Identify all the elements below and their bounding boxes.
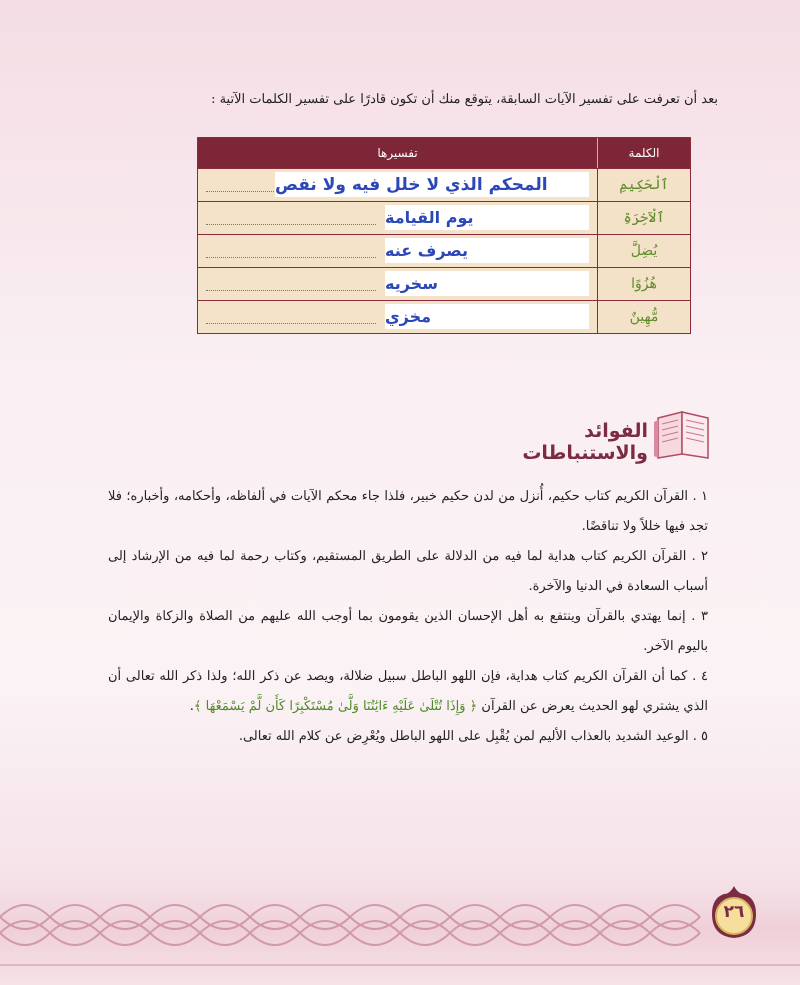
page-number-badge	[708, 884, 760, 940]
list-item	[108, 662, 708, 722]
answer-dotted-line	[206, 257, 376, 258]
item-text: القرآن الكريم كتاب هداية لما فيه من الدلالة على الطريق المستقيم، وكتاب رحمة لما فيه من الإرشاد إلى أسباب السعادة في الدنيا والآخرة.	[108, 549, 708, 594]
answer-dotted-line	[206, 224, 376, 225]
word-cell: هُزُوًا	[597, 268, 690, 300]
vocabulary-table	[197, 137, 691, 334]
word-cell: ٱلْآخِرَةِ	[597, 202, 690, 234]
intro-instruction: بعد أن تعرفت على تفسير الآيات السابقة، يتوقع منك أن تكون قادرًا على تفسير الكلمات الآتية :	[211, 92, 718, 107]
list-item	[108, 542, 708, 602]
list-item	[108, 602, 708, 662]
answer-dotted-line	[206, 323, 376, 324]
answer-text[interactable]: يوم القيامة	[385, 205, 589, 230]
word-cell: مُّهِينٌ	[597, 301, 690, 333]
decorative-footer-band	[0, 873, 800, 985]
meaning-cell[interactable]	[198, 169, 597, 201]
item-text: كما أن القرآن الكريم كتاب هداية، فإن اللهو الباطل سبيل ضلالة، ويصد عن ذكر الله؛ ولذا ذكر الله تعالى أن الذي يشتري لهو الحديث يعرض عن القرآن	[108, 669, 708, 714]
header-word: الكلمة	[597, 138, 690, 168]
table-row	[198, 168, 690, 201]
table-row	[198, 201, 690, 234]
item-number: ٥ .	[692, 729, 708, 744]
meaning-cell[interactable]	[198, 235, 597, 267]
section-title: الفوائد والاستنباطات	[522, 420, 648, 464]
item-end: .	[189, 699, 194, 714]
item-number: ٤ .	[692, 669, 708, 684]
benefits-section-header	[476, 408, 716, 464]
benefits-list	[108, 482, 708, 752]
answer-text[interactable]: يصرف عنه	[385, 238, 589, 263]
item-text: الوعيد الشديد بالعذاب الأليم لمن يُقْبِل على اللهو الباطل ويُعْرِض عن كلام الله تعالى.	[238, 729, 689, 744]
table-header	[198, 138, 690, 168]
open-book-icon	[652, 408, 716, 460]
word-cell: ٱلْحَكِيمِ	[597, 169, 690, 201]
item-number: ٣ .	[691, 609, 708, 624]
item-text: إنما يهتدي بالقرآن وينتفع به أهل الإحسان الذين يقومون بما أوجب الله عليهم من الصلاة والزكاة والإيمان باليوم الآخر.	[108, 609, 708, 654]
meaning-cell[interactable]	[198, 202, 597, 234]
header-meaning: تفسيرها	[377, 146, 418, 160]
word-cell: يُضِلَّ	[597, 235, 690, 267]
answer-dotted-line	[206, 290, 376, 291]
list-item	[108, 722, 708, 752]
quran-verse: ﴿ وَإِذَا تُتْلَىٰ عَلَيْهِ ءَايَٰتُنَا وَلَّىٰ مُسْتَكْبِرًا كَأَن لَّمْ يَسْمَعْهَا ﴾	[193, 699, 478, 714]
table-row	[198, 300, 690, 333]
item-number: ١ .	[692, 489, 708, 504]
answer-text[interactable]: سخريه	[385, 271, 589, 296]
item-text: القرآن الكريم كتاب حكيم، أُنزل من لدن حكيم خبير، فلذا جاء محكم الآيات في ألفاظه، وأحكامه، وأخباره؛ فلا تجد فيها خللاً ولا تناقضًا.	[108, 489, 708, 534]
page-number: ٢٦	[723, 902, 745, 922]
meaning-cell[interactable]	[198, 268, 597, 300]
list-item	[108, 482, 708, 542]
meaning-cell[interactable]	[198, 301, 597, 333]
answer-text[interactable]: مخزي	[385, 304, 589, 329]
item-number: ٢ .	[691, 549, 708, 564]
table-row	[198, 267, 690, 300]
table-row	[198, 234, 690, 267]
answer-text[interactable]: المحكم الذي لا خلل فيه ولا نقص	[275, 172, 589, 197]
